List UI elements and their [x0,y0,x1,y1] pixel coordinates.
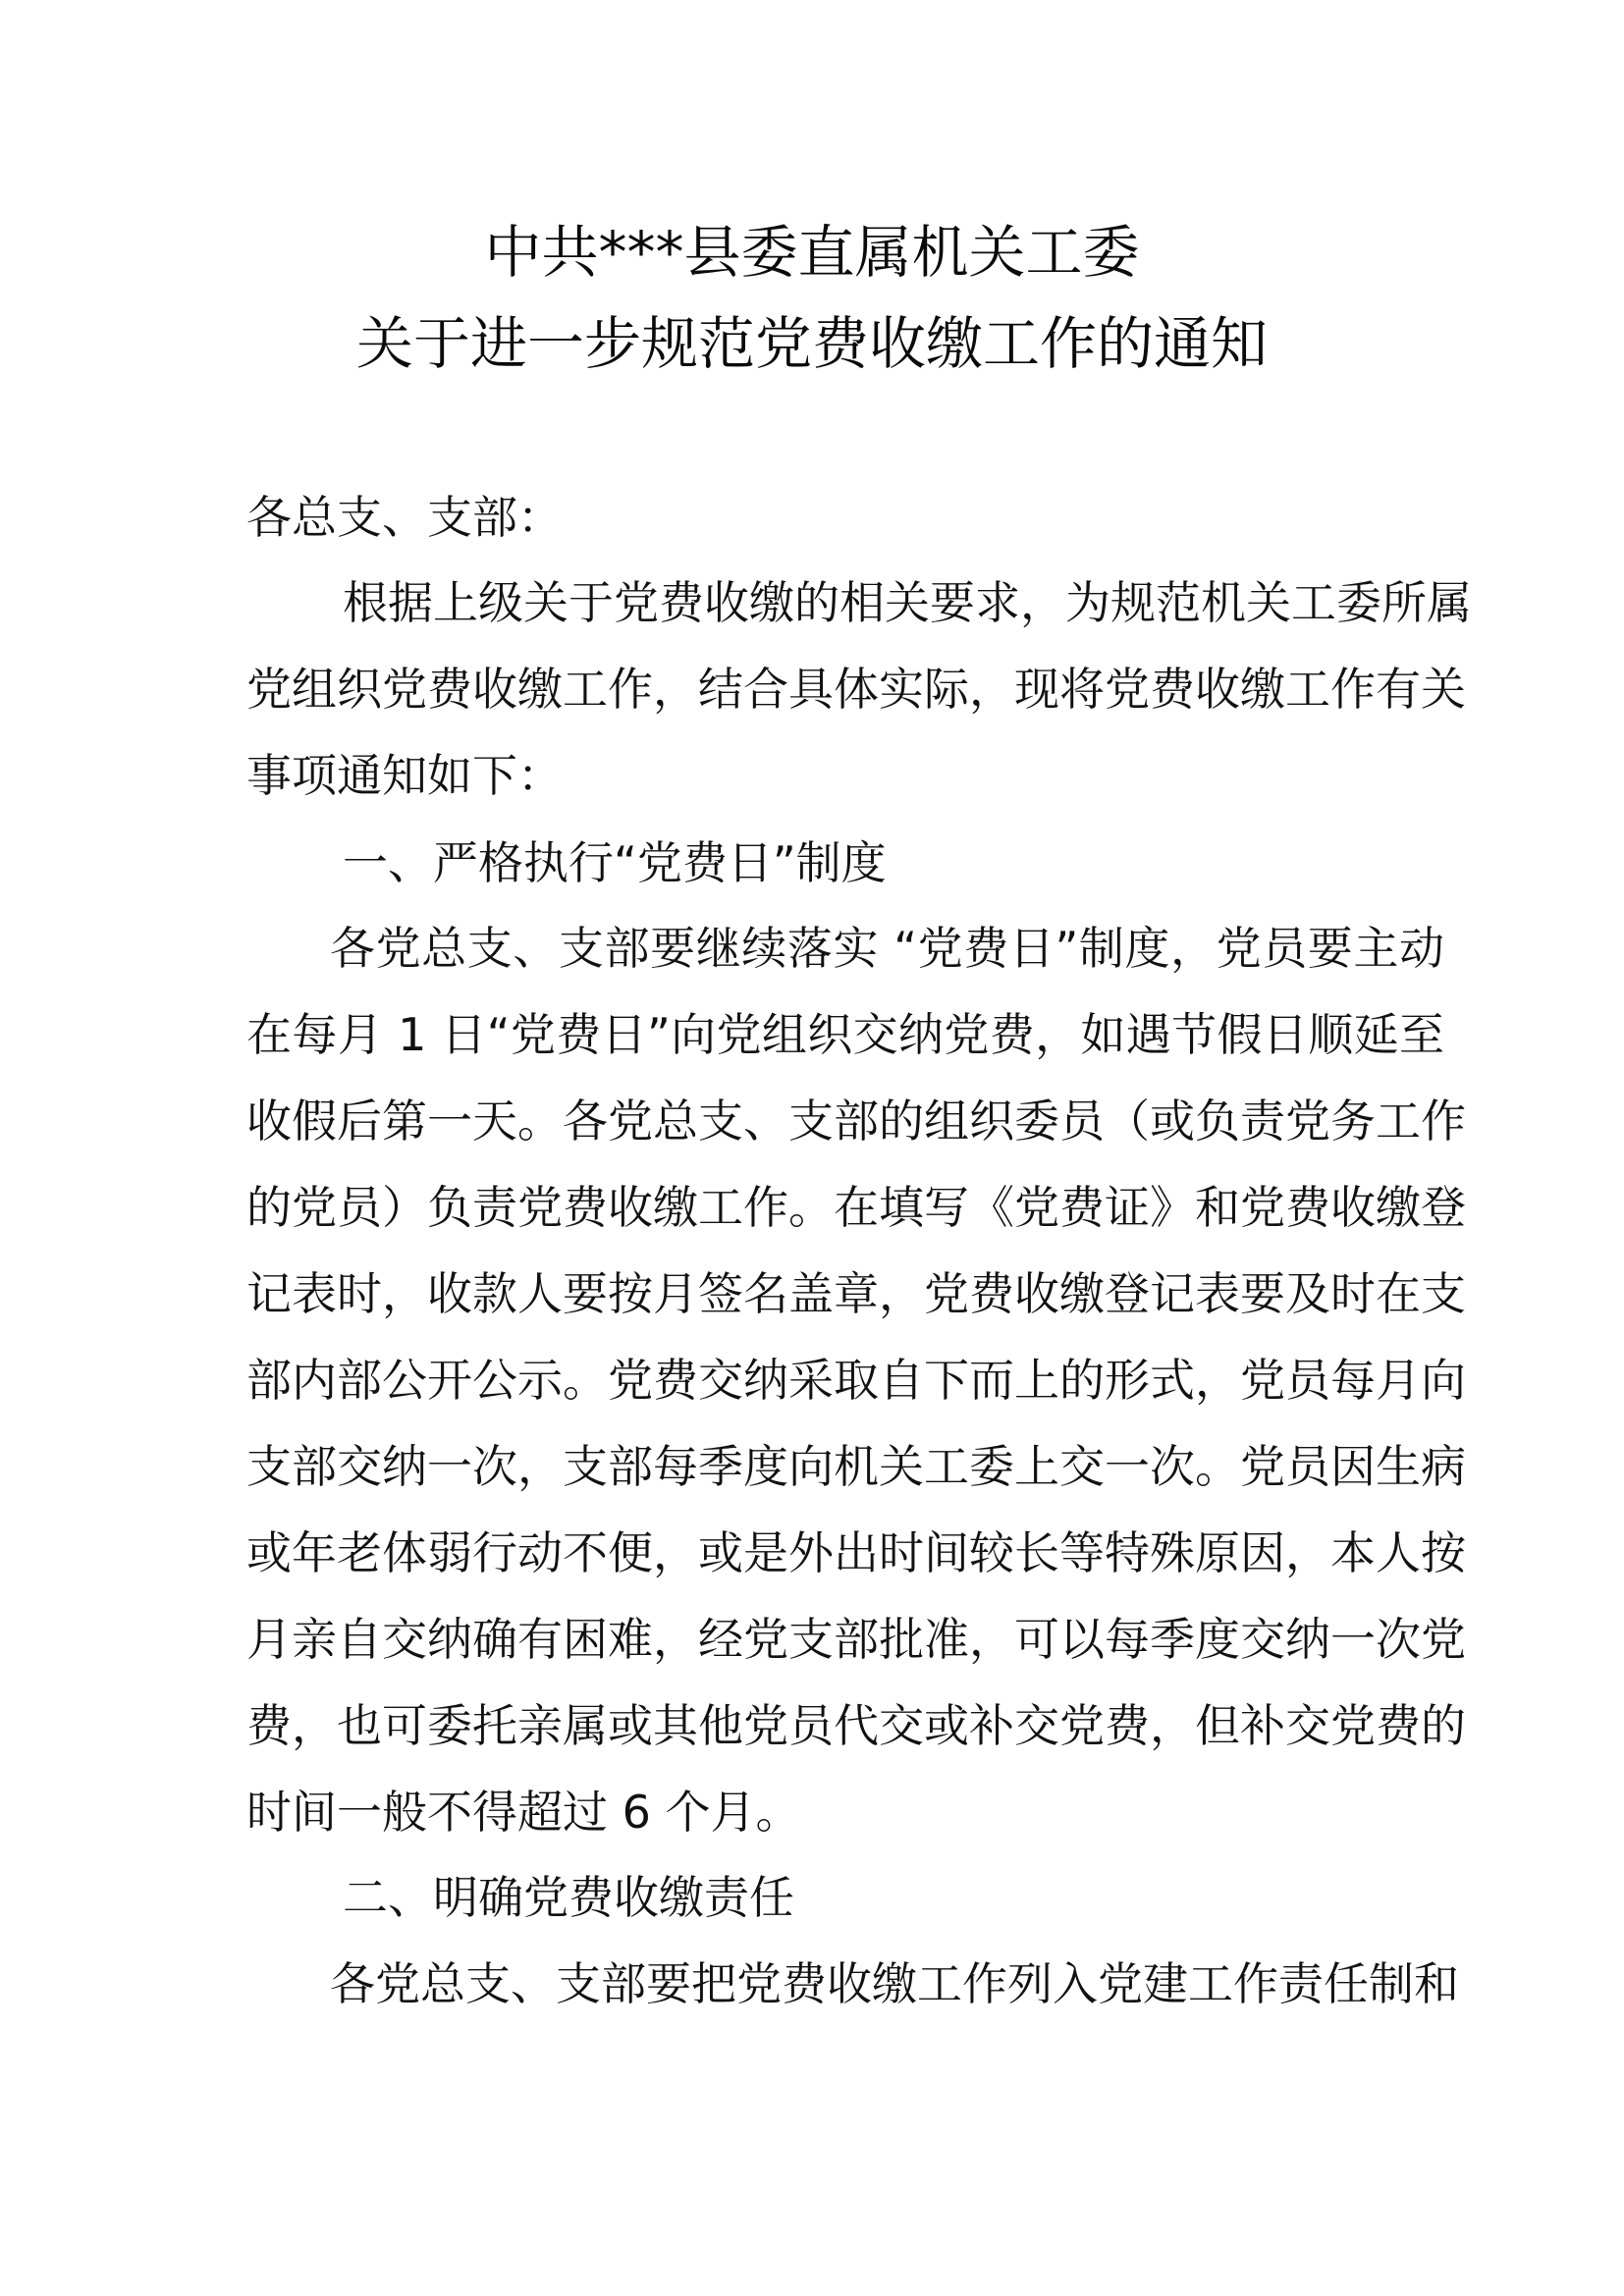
paragraph-line: 时间一般不得超过 6 个月。 [246,1786,801,1839]
salutation: 各总支、支部： [246,491,563,544]
paragraph-line: 根据上级关于党费收缴的相关要求，为规范机关工委所属 [343,576,1472,629]
section-heading-2: 二、明确党费收缴责任 [343,1871,794,1924]
paragraph-line: 党组织党费收缴工作，结合具体实际，现将党费收缴工作有关 [246,663,1466,716]
paragraph-line: 月亲自交纳确有困难，经党支部批准，可以每季度交纳一次党 [246,1613,1466,1666]
paragraph-line: 各党总支、支部要把党费收缴工作列入党建工作责任制和 [330,1957,1459,2010]
document-title-line-2: 关于进一步规范党费收缴工作的通知 [355,310,1268,377]
paragraph-line: 在每月 1 日“党费日”向党组织交纳党费，如遇节假日顺延至 [246,1008,1444,1061]
paragraph-line: 各党总支、支部要继续落实 “党费日”制度，党员要主动 [330,922,1444,975]
section-heading-1: 一、严格执行“党费日”制度 [343,836,887,889]
paragraph-line: 记表时，收款人要按月签名盖章，党费收缴登记表要及时在支 [246,1267,1466,1320]
paragraph-line: 费，也可委托亲属或其他党员代交或补交党费，但补交党费的 [246,1699,1466,1752]
paragraph-line: 收假后第一天。各党总支、支部的组织委员（或负责党务工作 [246,1095,1466,1148]
paragraph-line: 或年老体弱行动不便，或是外出时间较长等特殊原因，本人按 [246,1526,1466,1579]
document-title-line-1: 中共***县委直属机关工委 [484,219,1140,286]
paragraph-line: 的党员）负责党费收缴工作。在填写《党费证》和党费收缴登 [246,1181,1466,1234]
paragraph-line: 支部交纳一次，支部每季度向机关工委上交一次。党员因生病 [246,1440,1466,1493]
paragraph-line: 事项通知如下： [246,749,563,802]
paragraph-line: 部内部公开公示。党费交纳采取自下而上的形式，党员每月向 [246,1354,1466,1407]
